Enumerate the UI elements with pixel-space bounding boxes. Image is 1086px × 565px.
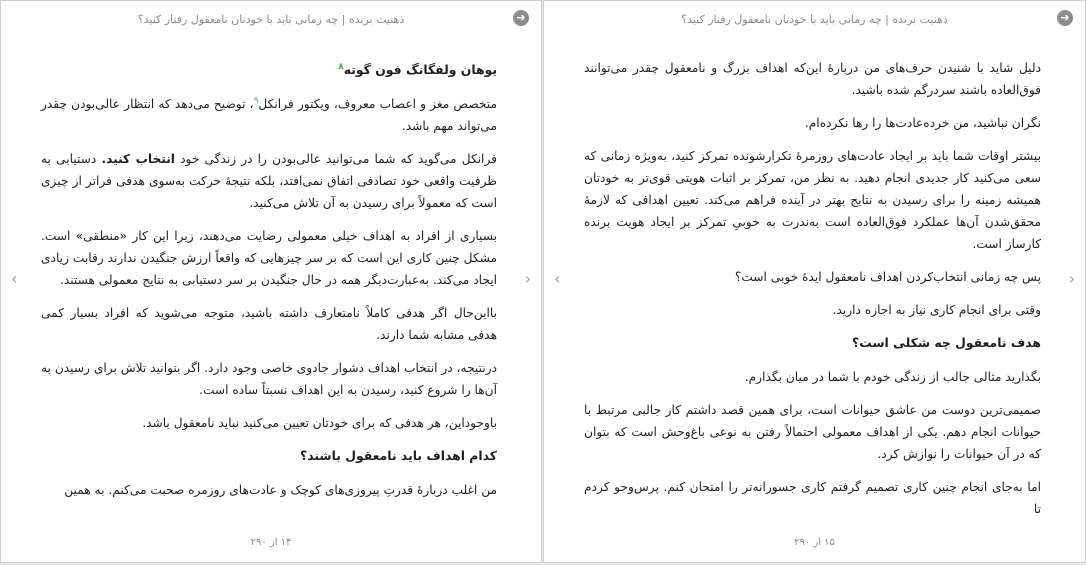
paragraph: باوجوداین، هر هدفی که برای خودتان تعیین می‌کنید نباید نامعقول باشد. xyxy=(142,416,497,430)
chevron-right-icon[interactable]: › xyxy=(1068,269,1075,288)
paragraph: بگذارید مثالی جالب از زندگی خودم با شما در میان بگذارم. xyxy=(744,370,1041,384)
quote-author: یوهان ولفگانگ فون گوته$^۸$ xyxy=(338,61,497,77)
paragraph: بااین‌حال اگر هدفی کاملاً نامتعارف داشته باشید، متوجه می‌شوید که افراد بسیار کمی هدفی مشابه شما دارند. xyxy=(41,306,497,342)
chevron-right-icon[interactable]: › xyxy=(524,269,531,288)
paragraph: دلیل شاید با شنیدن حرف‌های من دربارهٔ این‌که اهداف بزرگ و نامعقول چقدر می‌توانند فوق‌العاده باشند سردرگم شده باشید. xyxy=(584,61,1041,97)
section-heading: هدف نامعقول چه شکلی است؟ xyxy=(852,335,1041,350)
left-page xyxy=(0,0,542,563)
paragraph: من اغلب دربارهٔ قدرتِ پیروزی‌های کوچک و عادت‌های روزمره صحبت می‌کنم. به همین xyxy=(64,483,497,497)
arrow-right-circle-icon[interactable]: ➜ xyxy=(1057,10,1073,26)
paragraph: نگران نباشید، من خرده‌عادت‌ها را رها نکرده‌ام. xyxy=(804,116,1041,130)
page-header-title: ذهنیت برنده | چه زمانی باید با خودتان نامعقول رفتار کنید؟ xyxy=(137,13,405,26)
page-header-title: ذهنیت برنده | چه زمانی باید با خودتان نامعقول رفتار کنید؟ xyxy=(681,13,948,26)
chevron-left-icon[interactable]: ‹ xyxy=(11,269,18,288)
paragraph: فرانکل می‌گوید که شما می‌توانید عالی‌بودن را در زندگی خود انتخاب کنید. دستیابی به ظرفیت واقعی خود تصادفی اتفاق نمی‌افتد، بلکه نتیجهٔ حرکت به‌سوی هدفی فراتر از چیزی است که معمولاً برای رسیدن به آن تلاش می‌کنید. xyxy=(41,152,497,210)
paragraph: متخصص مغز و اعصاب معروف، ویکتور فرانکل$^۹$، توضیح می‌دهد که انتظار عالی‌بودن چقدر می‌تواند مهم باشد. xyxy=(41,95,497,133)
footnote-ref[interactable]: ۸ xyxy=(338,61,344,72)
arrow-right-circle-icon[interactable]: ➜ xyxy=(513,10,529,26)
paragraph: درنتیجه، در انتخاب اهداف دشوار جادوی خاصی وجود دارد. اگر بتوانید تلاش برای رسیدن به آن‌ها را شروع کنید، رسیدن به این اهداف نسبتاً ساده است. xyxy=(41,361,497,397)
paragraph: وقتی برای انجام کاری نیاز به اجازه دارید. xyxy=(832,303,1041,317)
paragraph: بیشتر اوقات شما باید بر ایجاد عادت‌های روزمرهٔ تکرارشونده تمرکز کنید، به‌ویژه زمانی که سعی می‌کنید کار جدیدی انجام دهید. به نظر من، تمرکز بر اثبات هویتی قوی‌تر به خودتان همیشه زمینه را برای رسیدن به نتایج بهتر در آینده فراهم می‌کند. تعیین اهدافی که لازمهٔ محقق‌شدن آن‌ها عملکرد فوق‌العاده است به‌ندرت به خوبیِ تمرکز بر ایجاد هویت برنده کارساز است. xyxy=(584,149,1041,251)
chevron-left-icon[interactable]: ‹ xyxy=(554,269,561,288)
page-number: ۱۵ از ۲۹۰ xyxy=(794,537,835,548)
page-content xyxy=(41,57,497,512)
paragraph: بسیاری از افراد به اهداف خیلی معمولی رضایت می‌دهند، زیرا این کار «منطقی» است. مشکل چنین کاری این است که بر سر چیزهایی که واقعاً ارزش جنگیدن ندارند رقابت زیادی ایجاد می‌کند. به‌عبارت‌دیگر همه در حال جنگیدن بر سر دستیابی به نتایج معمولی هستند. xyxy=(41,229,497,287)
section-heading: کدام اهداف باید نامعقول باشند؟ xyxy=(300,448,497,463)
footnote-ref[interactable]: ۹ xyxy=(253,95,259,106)
page-number: ۱۴ از ۲۹۰ xyxy=(250,537,292,548)
paragraph: صمیمی‌ترین دوست من عاشق حیوانات است، برای همین قصد داشتم کار جالبی مرتبط با حیوانات انجام دهم. یکی از اهداف معمولی احتمالاً رفتن به نوعی باغ‌وحش است که بتوان که در آن حیوانات را نوازش کرد. xyxy=(584,403,1041,461)
paragraph: پس چه زمانی انتخاب‌کردن اهداف نامعقول ایدهٔ خوبی است؟ xyxy=(734,270,1041,284)
page-content xyxy=(584,57,1041,531)
paragraph: اما به‌جای انجام چنین کاری تصمیم گرفتم کاری جسورانه‌تر را امتحان کنم. پرس‌وجو کردم تا xyxy=(584,480,1041,516)
right-page xyxy=(543,0,1086,563)
